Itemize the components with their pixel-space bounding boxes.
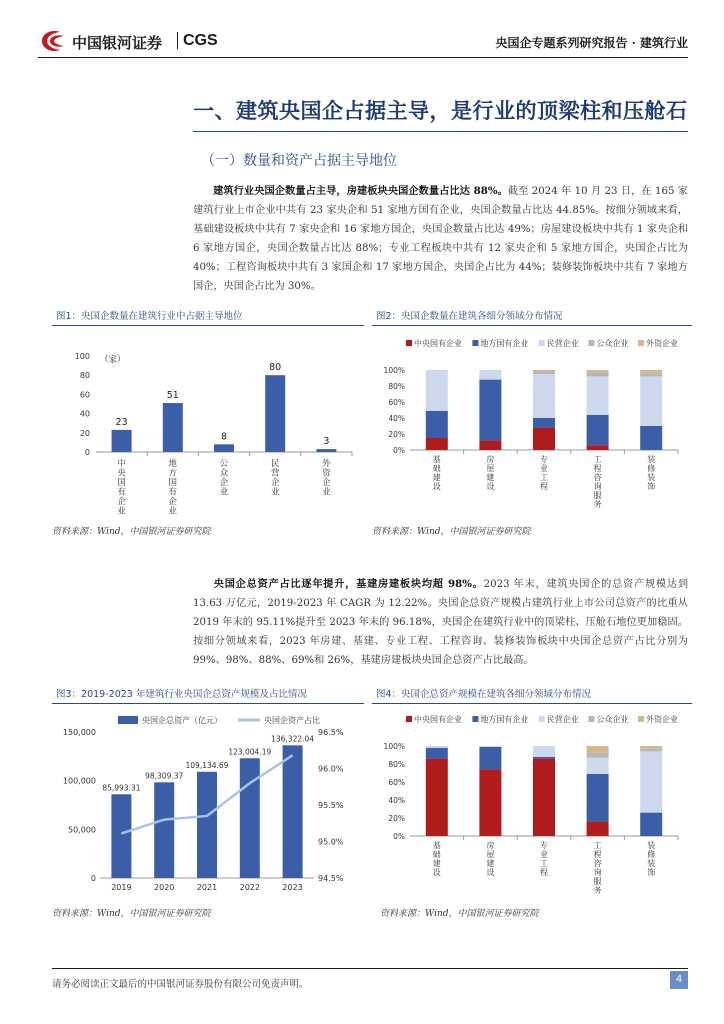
fig4-bar-segment <box>479 746 501 747</box>
fig2-ytick: 40% <box>388 414 405 423</box>
fig1-data-label: 3 <box>323 436 330 448</box>
fig3-xtick-label: 2023 <box>282 883 303 892</box>
fig2-bar-segment <box>640 373 662 376</box>
report-title: 央国企专题系列研究报告 · 建筑行业 <box>495 36 688 50</box>
fig3-data-label: 123,004.19 <box>228 747 272 757</box>
fig2-ytick: 0% <box>393 446 405 455</box>
fig4-ytick: 0% <box>393 832 405 841</box>
fig2-category-label: 装修装饰 <box>647 455 656 491</box>
fig3-y2tick: 94.5% <box>318 874 344 883</box>
fig1-bar <box>214 444 234 452</box>
fig4-legend-label: 外资企业 <box>646 715 678 724</box>
fig4-legend-swatch <box>472 716 478 722</box>
fig2-bar-segment <box>640 370 662 373</box>
fig1-category-label: 民营企业 <box>270 459 280 498</box>
fig2-bar-segment <box>479 370 501 380</box>
fig3-ytick: 50,000 <box>68 825 96 835</box>
fig4-legend-label: 地方国有企业 <box>480 715 529 724</box>
fig4-bar-segment <box>587 746 609 752</box>
fig2-legend-swatch <box>539 340 545 346</box>
fig1-data-label: 80 <box>269 362 282 374</box>
fig3-legend-label: 央国企资产占比 <box>264 716 320 725</box>
fig2-bar-segment <box>479 440 501 450</box>
fig1-bar <box>112 430 132 452</box>
fig4-legend-swatch <box>539 716 545 722</box>
fig1-ytick: 60 <box>79 390 90 400</box>
fig3-xtick-label: 2020 <box>154 883 175 892</box>
fig3-legend-swatch-bar <box>118 716 138 724</box>
fig3-data-label: 98,309.37 <box>145 771 184 781</box>
paragraph-1-body: 截至 2024 年 10 月 23 日，在 165 家建筑行业上市企业中共有 23 家央企和 51 家地方国有企业，央国企数量占比达 44.85%。按细分领域来看，基础建设板块中共有 7 家央企和 16 家地方国企，央国企数量占比达 49%；房屋建设板块中共有 1 家央企和 6 家地方国企，央国企数量占比达 88%；专业工程板块中共有 12 家央企和 5 家地方国企，央国企占比为 40%；工程咨询板块中共有 3 家国企和 17 家地方国企，央国企占比为 44%；装修装饰板块中共有 7 家地方国企，央国企占比为 30%。 <box>193 186 688 292</box>
fig4-bar-segment <box>533 759 555 836</box>
fig4-bar-segment <box>640 749 662 752</box>
section-title: 一、建筑央国企占据主导，是行业的顶梁柱和压舱石 <box>193 99 688 123</box>
paragraph-2 <box>193 575 688 670</box>
fig4-bar-segment <box>587 752 609 757</box>
fig4-legend-swatch <box>638 716 644 722</box>
fig2-bar-segment <box>587 445 609 450</box>
fig1-ytick: 0 <box>84 448 90 457</box>
fig1-category-label: 地方国有企业 <box>168 459 178 517</box>
fig1-category-label: 公众企业 <box>219 459 229 498</box>
header-rule <box>38 57 688 58</box>
fig3-bar <box>283 745 303 878</box>
fig1-data-label: 8 <box>220 431 228 443</box>
fig3-data-label: 109,134.69 <box>185 760 229 770</box>
fig4-legend-label: 中央国有企业 <box>414 715 462 724</box>
fig3-data-label: 85,993.31 <box>102 783 141 793</box>
fig2-ytick: 20% <box>388 430 405 439</box>
fig2-legend-label: 公众企业 <box>596 339 629 348</box>
paragraph-1 <box>193 182 688 296</box>
fig3-ytick: 150,000 <box>62 728 96 737</box>
fig2-bar-segment <box>533 372 555 374</box>
fig3-ytick: 0 <box>90 874 96 883</box>
fig2-source: 资料来源：Wind，中国银河证券研究院 <box>372 527 531 537</box>
fig3-xtick-label: 2021 <box>196 883 218 892</box>
fig2-bar-segment <box>426 370 448 411</box>
fig2-legend-label: 外资企业 <box>646 339 678 348</box>
fig4-bar-segment <box>479 769 501 836</box>
fig2-bar-segment <box>640 426 662 450</box>
fig4-bar-segment <box>426 759 448 836</box>
fig3-title: 图3：2019-2023 年建筑行业央国企总资产规模及占比情况 <box>52 686 364 704</box>
fig2-bar-segment <box>587 370 609 372</box>
header <box>38 26 688 56</box>
fig4-ytick: 80% <box>388 760 405 769</box>
fig3-bar <box>154 782 174 878</box>
fig4-category-label: 基础建设 <box>432 841 441 877</box>
fig4-bar-segment <box>426 746 448 748</box>
fig2-ytick: 100% <box>383 366 405 375</box>
fig2-bar-segment <box>479 380 501 441</box>
fig2-ytick: 60% <box>388 398 405 407</box>
fig2-chart <box>372 330 688 530</box>
fig1-bar <box>163 403 183 452</box>
section-rule <box>193 131 688 132</box>
fig4-source: 资料来源：Wind，中国银河证券研究院 <box>380 909 539 919</box>
fig4-legend-label: 民营企业 <box>546 715 579 724</box>
fig2-category-label: 工程咨询服务 <box>593 455 602 509</box>
fig3-bar <box>240 758 260 878</box>
fig2-ytick: 80% <box>388 382 405 391</box>
fig3-y2tick: 96.5% <box>318 728 344 737</box>
fig3-y2tick: 95.5% <box>318 801 344 810</box>
fig1-ytick: 80 <box>79 371 90 381</box>
brand-divider <box>177 32 178 49</box>
fig1-data-label: 23 <box>115 416 128 428</box>
fig4-category-label: 装修装饰 <box>647 841 656 877</box>
fig4-ytick: 60% <box>388 778 405 787</box>
fig2-category-label: 房屋建设 <box>486 455 495 491</box>
footer-disclaimer: 请务必阅读正文最后的中国银河证券股份有限公司免责声明。 <box>52 979 309 990</box>
fig1-category-label: 外资企业 <box>322 459 331 498</box>
fig1-source: 资料来源：Wind，中国银河证券研究院 <box>52 527 211 537</box>
fig4-ytick: 20% <box>388 814 405 823</box>
fig2-bar-segment <box>533 370 555 372</box>
fig4-legend-swatch <box>588 716 594 722</box>
brand-name-en: CGS <box>183 32 218 49</box>
fig2-bar-segment <box>533 428 555 450</box>
fig1-chart <box>52 330 360 530</box>
fig2-bar-segment <box>533 374 555 418</box>
fig3-y2tick: 96.0% <box>318 764 344 774</box>
brand-logo-icon <box>38 28 68 54</box>
fig4-legend-label: 公众企业 <box>596 715 629 724</box>
paragraph-2-body: 2023 年末，建筑央国企的总资产规模达到 13.63 万亿元，2019-2023 年 CAGR 为 12.22%。央国企总资产规模占建筑行业上市公司总资产的比重从 2019 年末的 95.11%提升至 2023 年末的 96.18%，央国企在建筑行业中的顶梁柱、压舱石地位更加稳固。按细分领域来看，2023 年房建、基建、专业工程、工程咨询、装修装饰板块中央国企总资产占比分别为 99%、98%、88%、69%和 26%，基建房建板块央国企总资产占比最高。 <box>193 579 689 666</box>
fig4-title: 图4：央国企总资产规模在建筑各细分领域分布情况 <box>372 686 692 704</box>
fig2-bar-segment <box>533 418 555 428</box>
fig2-category-label: 基础建设 <box>432 455 441 491</box>
fig3-ytick: 100,000 <box>62 776 96 786</box>
fig3-xtick-label: 2019 <box>111 883 132 892</box>
fig4-ytick: 100% <box>383 742 405 751</box>
fig2-bar-segment <box>426 438 448 450</box>
fig2-bar-segment <box>587 415 609 445</box>
subsection-title: （一）数量和资产占据主导地位 <box>201 153 397 169</box>
brand-name: 中国银河证券 <box>72 35 163 52</box>
fig4-category-label: 工程咨询服务 <box>593 841 602 895</box>
page-number: 4 <box>670 971 688 989</box>
fig4-bar-segment <box>533 746 555 757</box>
fig4-chart <box>372 706 688 916</box>
fig3-y2tick: 95.0% <box>318 837 344 847</box>
fig4-bar-segment <box>640 751 662 812</box>
fig3-data-label: 136,322.04 <box>271 734 315 744</box>
footer-rule <box>52 968 688 969</box>
fig2-bar-segment <box>587 376 609 414</box>
fig2-bar-segment <box>426 411 448 438</box>
fig4-legend-swatch <box>406 716 412 722</box>
fig2-category-label: 专业工程 <box>540 455 548 491</box>
fig1-title: 图1：央国企数量在建筑行业中占据主导地位 <box>52 308 364 326</box>
fig1-ytick: 100 <box>74 352 90 361</box>
fig1-ytick: 40 <box>79 409 90 419</box>
fig4-bar-segment <box>426 748 448 759</box>
paragraph-2-lead: 央国企总资产占比逐年提升，基建房建板块均超 98%。 <box>213 578 484 590</box>
fig4-bar-segment <box>479 747 501 770</box>
fig2-legend-label: 中央国有企业 <box>414 339 462 348</box>
fig1-data-label: 51 <box>166 390 179 402</box>
fig4-ytick: 40% <box>388 796 405 805</box>
fig3-legend-label: 央国企总资产（亿元） <box>142 716 222 725</box>
fig1-bar <box>265 375 285 452</box>
fig4-bar-segment <box>640 746 662 749</box>
fig4-category-label: 房屋建设 <box>486 841 495 877</box>
fig1-bar <box>316 449 336 452</box>
fig4-bar-segment <box>587 822 609 836</box>
fig3-chart <box>52 706 360 916</box>
fig2-legend-swatch <box>472 340 478 346</box>
fig2-legend-swatch <box>588 340 594 346</box>
fig2-legend-label: 地方国有企业 <box>480 339 529 348</box>
fig1-ytick: 20 <box>79 428 90 438</box>
fig1-category-label: 中央国有企业 <box>117 459 126 517</box>
fig4-category-label: 专业工程 <box>540 841 548 877</box>
fig2-legend-swatch <box>406 340 412 346</box>
fig3-bar <box>197 772 217 878</box>
fig3-source: 资料来源：Wind，中国银河证券研究院 <box>52 909 211 919</box>
fig4-bar-segment <box>533 757 555 759</box>
fig2-legend-label: 民营企业 <box>546 339 579 348</box>
fig4-bar-segment <box>587 758 609 774</box>
fig1-unit-label: （家） <box>100 355 126 365</box>
fig2-legend-swatch <box>638 340 644 346</box>
fig2-bar-segment <box>587 372 609 376</box>
fig2-bar-segment <box>640 376 662 426</box>
fig2-title: 图2：央国企数量在建筑各细分领域分布情况 <box>372 308 692 326</box>
fig3-xtick-label: 2022 <box>239 883 260 892</box>
fig4-bar-segment <box>640 813 662 836</box>
paragraph-1-lead: 建筑行业央国企数量占主导，房建板块央国企数量占比达 88%。 <box>213 185 508 197</box>
fig3-bar <box>111 794 131 878</box>
fig4-bar-segment <box>587 774 609 822</box>
